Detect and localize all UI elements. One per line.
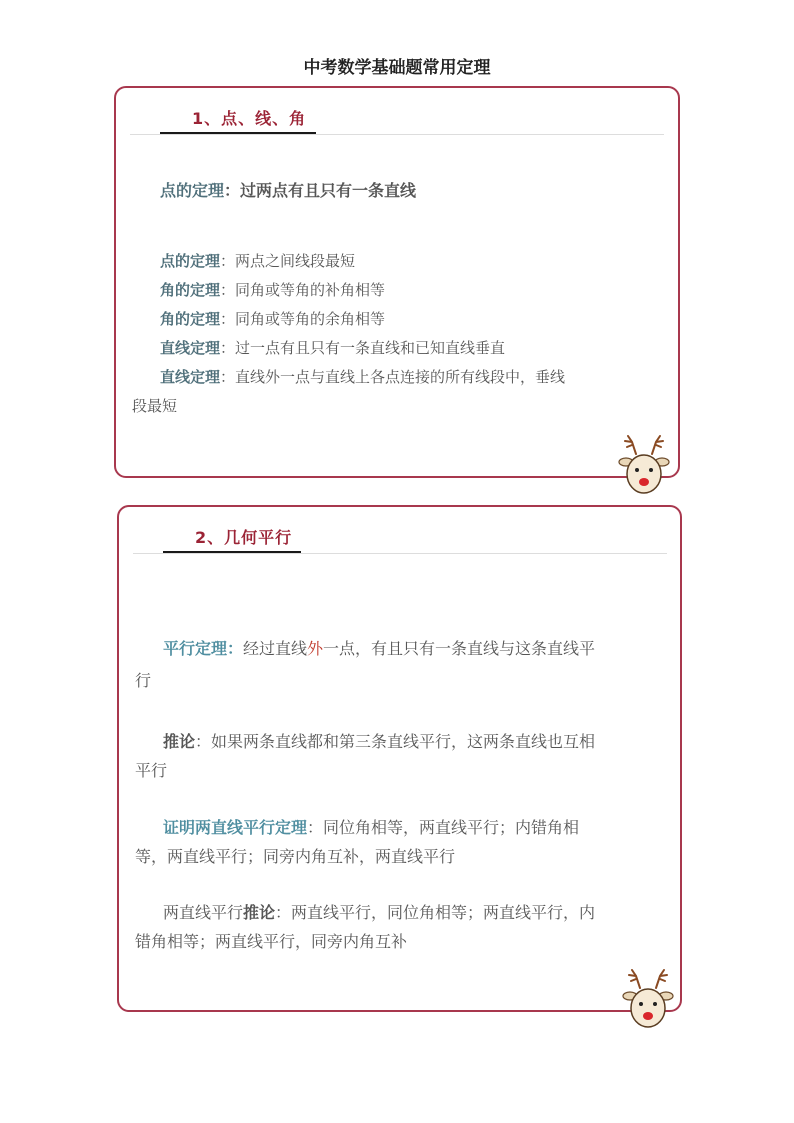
theorem-text: ：两直线平行，同位角相等；两直线平行，内 (275, 903, 596, 922)
theorem-label: 直线定理 (160, 368, 221, 386)
page-title: 中考数学基础题常用定理 (303, 58, 491, 78)
theorem-text: ：同位角相等，两直线平行；内错角相 (307, 818, 580, 837)
heading-divider (133, 553, 667, 554)
heading-underline (160, 132, 316, 134)
theorem-text: 经过直线 (243, 639, 308, 658)
theorem-sep: ： (224, 181, 241, 200)
theorem-label: 平行定理： (163, 639, 244, 658)
theorem-text: 两直线平行 (163, 903, 244, 922)
section-card-geometric-parallel (117, 505, 682, 1012)
theorem-text: 同角或等角的余角相等 (235, 310, 386, 328)
reindeer-icon (620, 966, 676, 1032)
theorem-sep: ： (220, 310, 236, 328)
theorem-line-continued: 平行 (135, 761, 168, 780)
theorem-line (160, 247, 355, 276)
theorem-text: 同角或等角的补角相等 (235, 281, 386, 299)
theorem-text: 两点之间线段最短 (235, 252, 356, 270)
section-heading: 1、点、线、角 (192, 109, 307, 128)
theorem-label: 角的定理 (160, 281, 221, 299)
theorem-label: 推论 (243, 903, 276, 922)
parallel-corollary (163, 898, 595, 927)
theorem-text: 一点，有且只有一条直线与这条直线平 (323, 639, 596, 658)
section-heading: 2、几何平行 (195, 528, 293, 547)
theorem-line (160, 305, 385, 334)
section-card-points-lines-angles (114, 86, 680, 478)
theorem-label: 证明两直线平行定理 (163, 818, 308, 837)
theorem-label: 点的定理 (160, 181, 225, 200)
theorem-text: 过一点有且只有一条直线和已知直线垂直 (235, 339, 506, 357)
heading-underline (163, 551, 301, 553)
corollary (163, 727, 595, 756)
theorem-line (160, 363, 565, 392)
theorem-label: 直线定理 (160, 339, 221, 357)
theorem-line (160, 334, 505, 363)
reindeer-icon (616, 432, 672, 498)
theorem-line (160, 276, 385, 305)
theorem-sep: ： (220, 339, 236, 357)
theorem-line-continued: 等，两直线平行；同旁内角互补，两直线平行 (135, 847, 456, 866)
theorem-line-continued: 错角相等；两直线平行，同旁内角互补 (135, 932, 408, 951)
lead-theorem (160, 176, 416, 205)
theorem-sep: ： (220, 368, 236, 386)
theorem-text: ：如果两条直线都和第三条直线平行，这两条直线也互相 (195, 732, 596, 751)
theorem-line-continued: 行 (135, 671, 152, 690)
parallel-proof-theorem (163, 813, 579, 842)
theorem-label: 角的定理 (160, 310, 221, 328)
theorem-text: 直线外一点与直线上各点连接的所有线段中，垂线 (235, 368, 566, 386)
theorem-label: 推论 (163, 732, 196, 751)
theorem-sep: ： (220, 281, 236, 299)
theorem-line-continued: 段最短 (132, 397, 178, 415)
theorem-text: 过两点有且只有一条直线 (240, 181, 417, 200)
highlight-text: 外 (307, 639, 324, 658)
theorem-sep: ： (220, 252, 236, 270)
theorem-label: 点的定理 (160, 252, 221, 270)
heading-divider (130, 134, 664, 135)
parallel-theorem (163, 634, 595, 663)
